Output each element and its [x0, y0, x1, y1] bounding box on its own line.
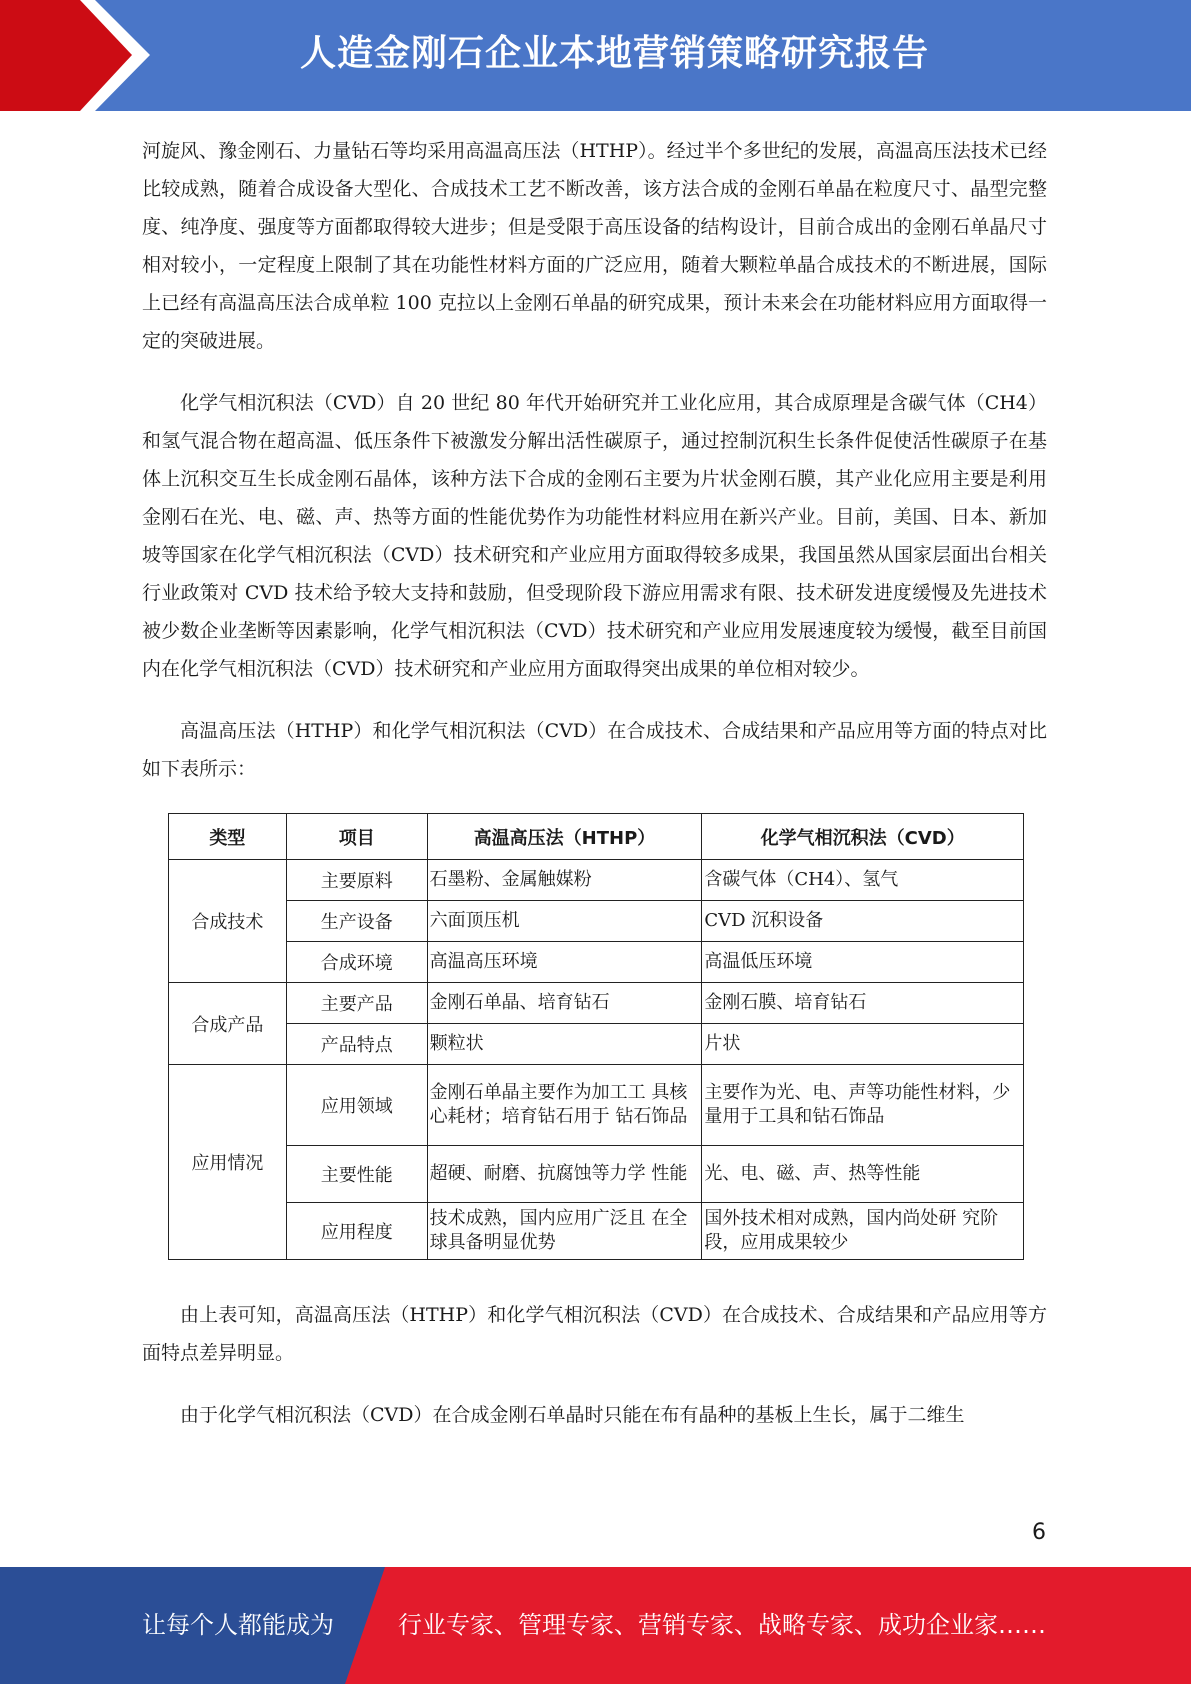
table-row: [169, 860, 1024, 901]
paragraph-cvd-growth: 由于化学气相沉积法（CVD）在合成金刚石单晶时只能在布有晶种的基板上生长，属于二维生: [180, 1404, 965, 1426]
cvd-cell: 国外技术相对成熟，国内尚处研 究阶段，应用成果较少: [702, 1203, 1024, 1260]
paragraph-table-intro: 高温高压法（HTHP）和化学气相沉积法（CVD）在合成技术、合成结果和产品应用等方面的特点对比如下表所示：: [142, 720, 1047, 780]
header-cvd: 化学气相沉积法（CVD）: [702, 814, 1024, 860]
paragraph-cvd-intro: 化学气相沉积法（CVD）自 20 世纪 80 年代开始研究并工业化应用，其合成原理是含碳气体（CH4）和氢气混合物在超高温、低压条件下被激发分解出活性碳原子，通过控制沉积生长条件促使活性碳原子在基体上沉积交互生长成金刚石晶体，该种方法下合成的金刚石主要为片状金刚石膜，其产业化应用主要是利用金刚石在光、电、磁、声、热等方面的性能优势作为功能性材料应用在新兴产业。目前，美国、日本、新加坡等国家在化学气相沉积法（CVD）技术研究和产业应用方面取得较多成果，我国虽然从国家层面出台相关行业政策对 CVD 技术给予较大支持和鼓励，但受现阶段下游应用需求有限、技术研发进度缓慢及先进技术被少数企业垄断等因素影响，化学气相沉积法（CVD）技术研究和产业应用发展速度较为缓慢，截至目前国内在化学气相沉积法（CVD）技术研究和产业应用方面取得突出成果的单位相对较少。: [142, 392, 1047, 680]
cvd-cell: 光、电、磁、声、热等性能: [702, 1146, 1024, 1203]
cvd-cell: 主要作为光、电、声等功能性材料，少量用于工具和钻石饰品: [702, 1065, 1024, 1146]
table-row: [169, 1024, 1024, 1065]
item-cell: 合成环境: [286, 942, 427, 983]
comparison-table: [168, 813, 1024, 1260]
hthp-cell: 超硬、耐磨、抗腐蚀等力学 性能: [427, 1146, 702, 1203]
table-header-row: [169, 814, 1024, 860]
item-cell: 产品特点: [286, 1024, 427, 1065]
table-row: [169, 1146, 1024, 1203]
paragraph-table-conclusion: 由上表可知，高温高压法（HTHP）和化学气相沉积法（CVD）在合成技术、合成结果和产品应用等方面特点差异明显。: [142, 1304, 1047, 1364]
hthp-cell: 六面顶压机: [427, 901, 702, 942]
document-title: 人造金刚石企业本地营销策略研究报告: [300, 33, 930, 74]
page-number: 6: [1032, 1520, 1046, 1545]
page-header: [0, 0, 1191, 111]
cvd-cell: 片状: [702, 1024, 1024, 1065]
cvd-cell: CVD 沉积设备: [702, 901, 1024, 942]
hthp-cell: 技术成熟，国内应用广泛且 在全球具备明显优势: [427, 1203, 702, 1260]
page-footer: [0, 1567, 1191, 1684]
item-cell: 应用程度: [286, 1203, 427, 1260]
category-cell: 合成产品: [169, 983, 287, 1065]
header-hthp: 高温高压法（HTHP）: [427, 814, 702, 860]
cvd-cell: 高温低压环境: [702, 942, 1024, 983]
hthp-cell: 高温高压环境: [427, 942, 702, 983]
item-cell: 生产设备: [286, 901, 427, 942]
item-cell: 主要性能: [286, 1146, 427, 1203]
footer-slogan-left: 让每个人都能成为: [142, 1611, 334, 1639]
header-item: 项目: [286, 814, 427, 860]
main-content: [142, 132, 1047, 1434]
item-cell: 主要原料: [286, 860, 427, 901]
hthp-cell: 金刚石单晶、培育钻石: [427, 983, 702, 1024]
category-cell: 应用情况: [169, 1065, 287, 1260]
table-row: [169, 942, 1024, 983]
footer-slogan-right: 行业专家、管理专家、营销专家、战略专家、成功企业家……: [398, 1611, 1046, 1639]
hthp-cell: 金刚石单晶主要作为加工工 具核心耗材；培育钻石用于 钻石饰品: [427, 1065, 702, 1146]
item-cell: 主要产品: [286, 983, 427, 1024]
table-row: [169, 1203, 1024, 1260]
table-row: [169, 1065, 1024, 1146]
comparison-table-wrapper: [168, 813, 1047, 1260]
paragraph-hthp-development: 河旋风、豫金刚石、力量钻石等均采用高温高压法（HTHP）。经过半个多世纪的发展，高温高压法技术已经比较成熟，随着合成设备大型化、合成技术工艺不断改善，该方法合成的金刚石单晶在粒度尺寸、晶型完整度、纯净度、强度等方面都取得较大进步；但是受限于高压设备的结构设计，目前合成出的金刚石单晶尺寸相对较小，一定程度上限制了其在功能性材料方面的广泛应用，随着大颗粒单晶合成技术的不断进展，国际上已经有高温高压法合成单粒 100 克拉以上金刚石单晶的研究成果，预计未来会在功能材料应用方面取得一定的突破进展。: [142, 140, 1047, 352]
table-row: [169, 901, 1024, 942]
hthp-cell: 石墨粉、金属触媒粉: [427, 860, 702, 901]
cvd-cell: 含碳气体（CH4）、氢气: [702, 860, 1024, 901]
hthp-cell: 颗粒状: [427, 1024, 702, 1065]
header-chevron-decoration: [0, 0, 150, 111]
header-type: 类型: [169, 814, 287, 860]
cvd-cell: 金刚石膜、培育钻石: [702, 983, 1024, 1024]
table-row: [169, 983, 1024, 1024]
item-cell: 应用领域: [286, 1065, 427, 1146]
category-cell: 合成技术: [169, 860, 287, 983]
